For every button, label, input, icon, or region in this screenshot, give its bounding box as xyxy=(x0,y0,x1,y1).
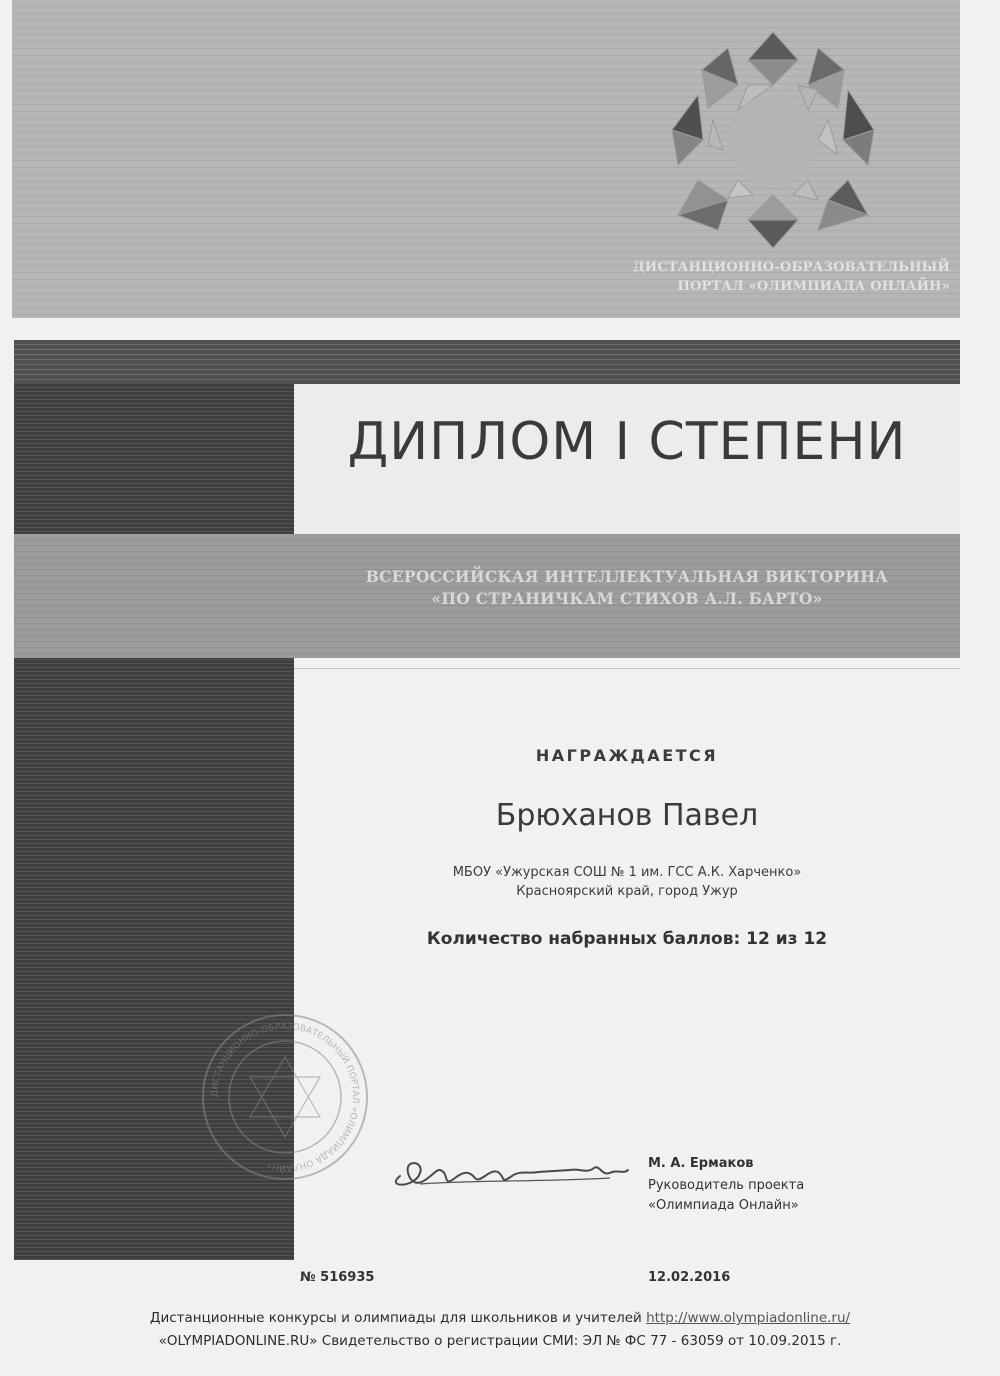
signer-organization: «Олимпиада Онлайн» xyxy=(648,1198,799,1213)
contest-name xyxy=(294,566,960,610)
contest-name-line1: ВСЕРОССИЙСКАЯ ИНТЕЛЛЕКТУАЛЬНАЯ ВИКТОРИНА xyxy=(365,567,889,586)
official-stamp-icon xyxy=(200,1012,370,1182)
signer-name: М. А. Ермаков xyxy=(648,1156,754,1171)
website-link[interactable]: http://www.olympiadonline.ru/ xyxy=(646,1310,851,1326)
school-location: Красноярский край, город Ужур xyxy=(516,884,738,899)
divider xyxy=(294,668,960,669)
portal-logo-icon xyxy=(668,30,878,250)
diploma-date: 12.02.2016 xyxy=(648,1270,731,1285)
awarded-label: НАГРАЖДАЕТСЯ xyxy=(535,746,719,765)
portal-name-line2: ПОРТАЛ «ОЛИМПИАДА ОНЛАЙН» xyxy=(677,279,950,294)
portal-name xyxy=(560,258,950,296)
footer-description-text: Дистанционные конкурсы и олимпиады для школьников и учителей xyxy=(149,1310,647,1326)
svg-text:ДИСТАНЦИОННО-ОБРАЗОВАТЕЛЬНЫЙ П xyxy=(210,1022,360,1174)
footer-description xyxy=(0,1310,1000,1326)
school-name: МБОУ «Ужурская СОШ № 1 им. ГСС А.К. Харченко» xyxy=(452,865,802,880)
signer-role: Руководитель проекта xyxy=(648,1178,805,1193)
footer-registration: «OLYMPIADONLINE.RU» Свидетельство о регистрации СМИ: ЭЛ № ФС 77 - 63059 от 10.09.2015 г. xyxy=(158,1333,842,1349)
stamp-text: ДИСТАНЦИОННО-ОБРАЗОВАТЕЛЬНЫЙ ПОРТАЛ «ОЛИМПИАДА ОНЛАЙН» xyxy=(209,1021,361,1173)
diploma-number: № 516935 xyxy=(300,1270,375,1285)
recipient-name: Брюханов Павел xyxy=(495,798,759,833)
score-text: Количество набранных баллов: 12 из 12 xyxy=(426,929,828,949)
diploma-title: ДИПЛОМ I СТЕПЕНИ xyxy=(347,412,907,472)
contest-name-line2: «ПО СТРАНИЧКАМ СТИХОВ А.Л. БАРТО» xyxy=(431,589,823,608)
portal-name-line1: ДИСТАНЦИОННО-ОБРАЗОВАТЕЛЬНЫЙ xyxy=(633,260,950,275)
top-stripe xyxy=(14,340,960,384)
signature-icon xyxy=(380,1148,630,1198)
